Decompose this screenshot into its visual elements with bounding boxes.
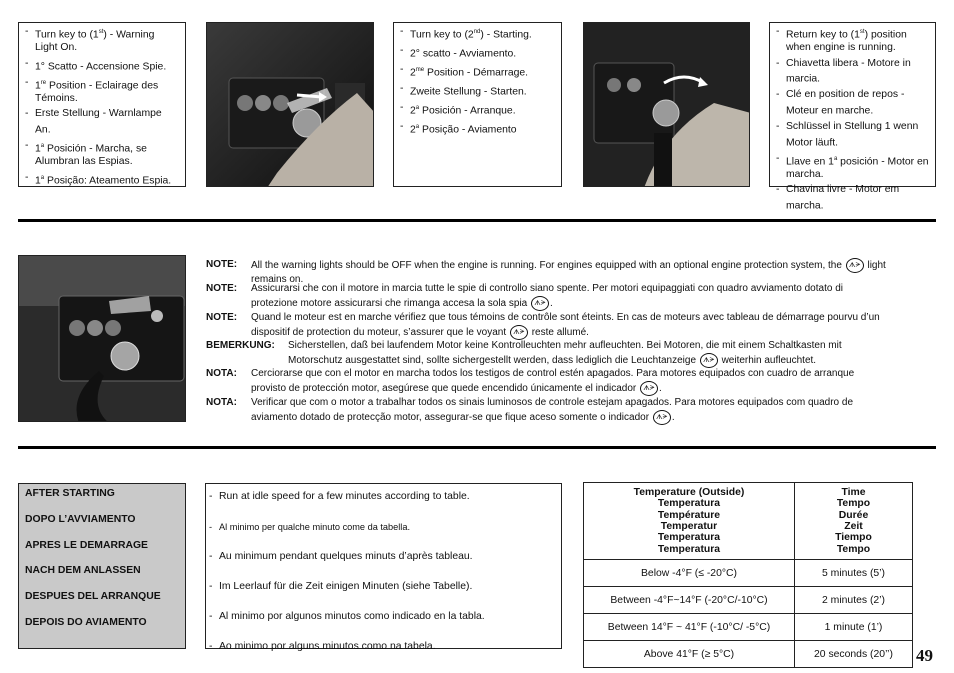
idle-instruction: - Al minimo per qualche minuto come da tabella. bbox=[209, 521, 558, 548]
note-label: BEMERKUNG: bbox=[206, 340, 275, 351]
after-starting-label: DESPUES DEL ARRANQUE bbox=[25, 591, 161, 603]
idle-instructions-box bbox=[205, 483, 562, 652]
after-starting-heading-panel bbox=[18, 483, 186, 649]
engine-protection-icon: ᗑᗒ bbox=[510, 325, 528, 340]
note-label: NOTE: bbox=[206, 312, 238, 323]
instruction-step: - 2$^a$ Posición - Arranque. bbox=[400, 102, 555, 118]
note-line: provisto de protección motor, asegúrese que quede encendido únicamente el indicador ᗑᗒ . bbox=[251, 381, 936, 396]
after-starting-label: APRES LE DEMARRAGE bbox=[25, 539, 148, 551]
note-line: remains on. bbox=[251, 274, 304, 286]
idle-instruction: - Al minimo por algunos minutos como indicado en la tabla. bbox=[209, 611, 558, 638]
instruction-step: - 2° scatto - Avviamento. bbox=[400, 45, 555, 61]
idle-instruction: - Im Leerlauf für die Zeit einigen Minuten (siehe Tabelle). bbox=[209, 581, 558, 608]
note-label: NOTE: bbox=[206, 259, 238, 270]
instruction-step: - 1re Position - Eclairage des Témoins. bbox=[25, 77, 179, 106]
section-divider-top bbox=[18, 219, 936, 222]
instruction-step: - 1$^a$ Posición - Marcha, se Alumbran las Espias. bbox=[25, 140, 179, 169]
note-line: Verificar que com o motor a trabalhar todos os sinais luminosos de controle estejam apagados. Para motores equipados com quadro de bbox=[251, 397, 854, 408]
note-line: All the warning lights should be OFF when the engine is running. For engines equipped with an optional engine protection system, the ᗑᗒ light bbox=[251, 258, 936, 273]
note-label: NOTA: bbox=[206, 397, 237, 408]
page-number: 49 bbox=[916, 646, 933, 665]
instruction-step: - Schlüssel in Stellung 1 wenn Motor läuft. bbox=[776, 121, 929, 150]
instruction-step: - Return key to (1st) position when engine is running. bbox=[776, 26, 929, 55]
instruction-step: - Erste Stellung - Warnlampe An. bbox=[25, 108, 179, 137]
note-line: Quand le moteur est en marche vérifiez que tous témoins de contrôle sont éteints. En cas de moteurs avec tableau de démarrage pourvu d’un bbox=[251, 312, 880, 323]
instruction-step: - Chavina livre - Motor em marcha. bbox=[776, 184, 929, 213]
temperature-cell: Between -4°F~14°F (-20°C/-10°C) bbox=[584, 587, 795, 614]
warmup-time-table bbox=[583, 482, 913, 668]
after-starting-label: AFTER STARTING bbox=[25, 488, 115, 499]
engine-protection-icon: ᗑᗒ bbox=[846, 258, 864, 273]
engine-protection-icon: ᗑᗒ bbox=[700, 353, 718, 368]
note-label: NOTA: bbox=[206, 368, 237, 379]
header-temperature: Temperature (Outside) Temperatura Température Temperatur Temperatura Temperatura bbox=[584, 483, 795, 560]
table-header-row bbox=[584, 483, 913, 560]
photo-key-starting bbox=[583, 22, 750, 187]
idle-instruction: - Run at idle speed for a few minutes according to table. bbox=[209, 491, 558, 518]
time-cell: 1 minute (1’) bbox=[795, 614, 913, 641]
engine-protection-icon: ᗑᗒ bbox=[531, 296, 549, 311]
instruction-step: - Turn key to (2nd) - Starting. bbox=[400, 26, 555, 42]
instruction-box-return-key bbox=[769, 22, 936, 212]
header-time: Time Tempo Durée Zeit Tiempo Tempo bbox=[795, 483, 913, 560]
note-line: Sicherstellen, daß bei laufendem Motor keine Kontrolleuchten mehr aufleuchten. Bei Motoren, die mit einem Schaltkasten mit bbox=[288, 340, 842, 351]
instruction-step: - 2$^a$ Posição - Aviamento bbox=[400, 121, 555, 137]
table-row bbox=[584, 614, 913, 641]
instruction-step: - Chiavetta libera - Motore in marcia. bbox=[776, 58, 929, 87]
instruction-step: - Turn key to (1st) - Warning Light On. bbox=[25, 26, 179, 55]
instruction-step: - Llave en 1$^a$ posición - Motor en marcha. bbox=[776, 153, 929, 182]
note-line: Cerciorarse que con el motor en marcha todos los testigos de control estén apagados. Para motores equipados con cuadro de arranque bbox=[251, 368, 855, 379]
after-starting-label: DOPO L’AVVIAMENTO bbox=[25, 513, 136, 525]
note-line: Assicurarsi che con il motore in marcia tutte le spie di controllo siano spente. Per motori equipaggiati con quadro avviamento dotato di bbox=[251, 283, 843, 294]
time-cell: 5 minutes (5’) bbox=[795, 560, 913, 587]
temperature-cell: Above 41°F (≥ 5°C) bbox=[584, 641, 795, 668]
note-line: dispositif de protection du moteur, s’assurer que le voyant ᗑᗒ reste allumé. bbox=[251, 325, 936, 340]
note-line: aviamento dotado de protecção motor, assegurar-se que fique aceso somente o indicador ᗑᗒ . bbox=[251, 410, 936, 425]
instruction-box-second-position bbox=[393, 22, 562, 187]
time-cell: 2 minutes (2’) bbox=[795, 587, 913, 614]
time-cell: 20 seconds (20’’) bbox=[795, 641, 913, 668]
idle-instruction: - Ao minimo por alguns minutos como na tabela. bbox=[209, 641, 558, 668]
temperature-cell: Between 14°F ~ 41°F (-10°C/ -5°C) bbox=[584, 614, 795, 641]
after-starting-label: NACH DEM ANLASSEN bbox=[25, 565, 141, 577]
instruction-step: - 1° Scatto - Accensione Spie. bbox=[25, 58, 179, 74]
note-line: protezione motore assicurarsi che rimanga accesa la sola spia ᗑᗒ . bbox=[251, 296, 936, 311]
note-label: NOTE: bbox=[206, 283, 238, 294]
temperature-cell: Below -4°F (≤ -20°C) bbox=[584, 560, 795, 587]
idle-instruction: - Au minimum pendant quelques minuts d’après tableau. bbox=[209, 551, 558, 578]
photo-key-first-position bbox=[206, 22, 374, 187]
table-row bbox=[584, 641, 913, 668]
section-divider-bottom bbox=[18, 446, 936, 449]
engine-protection-icon: ᗑᗒ bbox=[640, 381, 658, 396]
engine-protection-icon: ᗑᗒ bbox=[653, 410, 671, 425]
instruction-step: - $2^{me}$ Position - Démarrage. bbox=[400, 64, 555, 80]
note-line: Motorschutz ausgestattet sind, sollte sichergestellt werden, dass lediglich die Leuchtanzeige ᗑᗒ weiterhin aufleuchtet. bbox=[288, 353, 936, 368]
table-row bbox=[584, 560, 913, 587]
after-starting-label: DEPOIS DO AVIAMENTO bbox=[25, 616, 147, 628]
instruction-step: - 1$^a$ Posição: Ateamento Espia. bbox=[25, 172, 179, 188]
instruction-box-first-position bbox=[18, 22, 186, 187]
instruction-step: - Clé en position de repos - Moteur en marche. bbox=[776, 89, 929, 118]
photo-control-panel bbox=[18, 255, 186, 422]
instruction-step: - Zweite Stellung - Starten. bbox=[400, 83, 555, 99]
table-row bbox=[584, 587, 913, 614]
